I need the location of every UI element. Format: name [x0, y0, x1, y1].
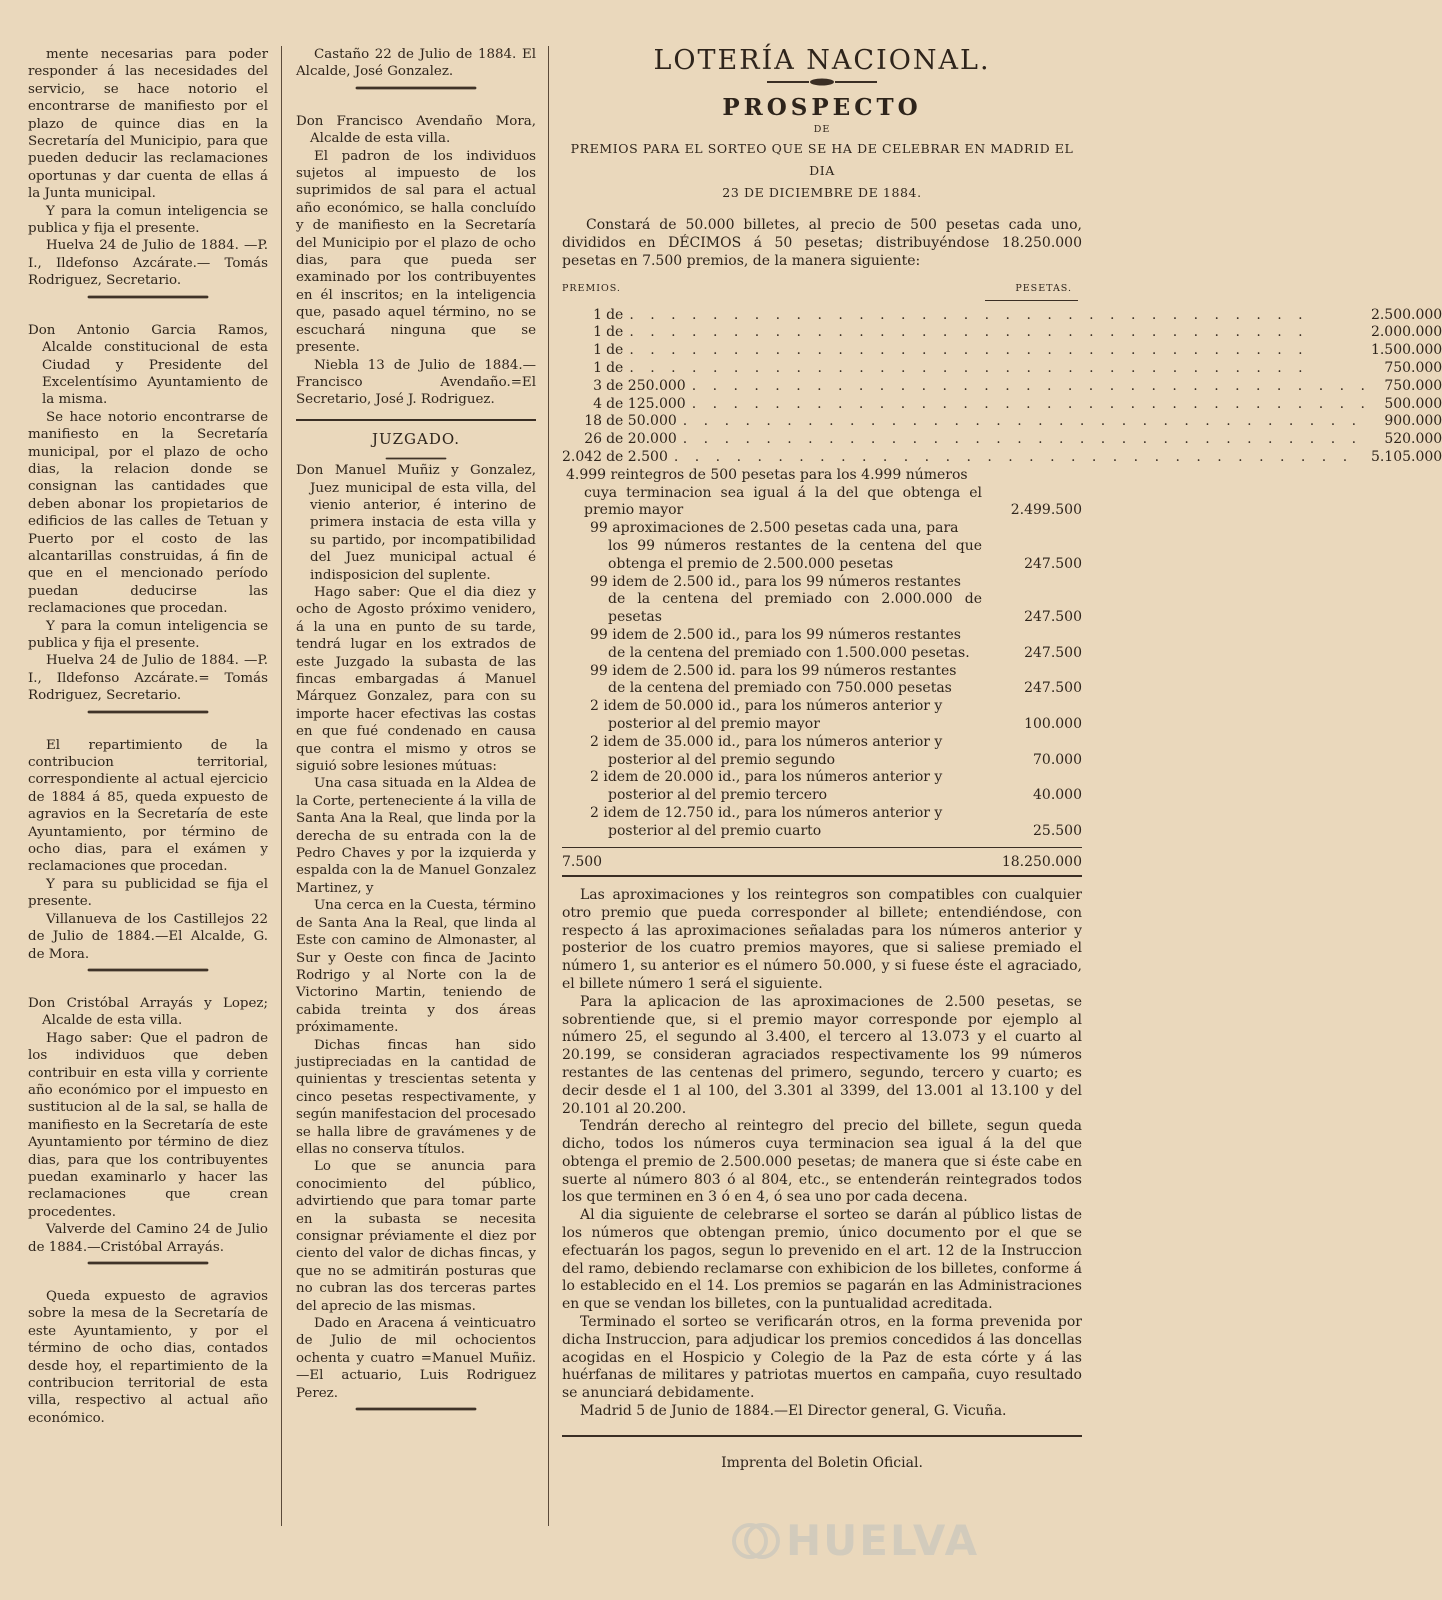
lottery-intro: Constará de 50.000 billetes, al precio de 500 pesetas cada uno, divididos en DÉCIMOS á 50 pesetas; distribuyéndose 18.250.000 pesetas en 7.500 premios, de la manera siguiente: [562, 217, 1082, 270]
prize-amount: 520.000 [1384, 431, 1442, 448]
section-divider [28, 290, 268, 304]
notice-paragraph: Castaño 22 de Julio de 1884. El Alcalde, José Gonzalez. [296, 47, 536, 80]
huelva-watermark [730, 1516, 979, 1565]
notice-paragraph: Y para la comun inteligencia se publica y fija el presente. [28, 203, 268, 237]
notice-paragraph: Huelva 24 de Julio de 1884. —P. I., Ildefonso Azcárate.= Tomás Rodriguez, Secretario. [28, 653, 268, 704]
subtitle-line-1: PREMIOS PARA EL SORTEO QUE SE HA DE CELEBRAR EN MADRID EL DIA [570, 141, 1074, 179]
notice-paragraph: Se hace notorio encontrarse de manifiesto en la Secretaría municipal, por el plazo de ocho dias, la relacion donde se consignan las cantidades que deben abonar los propietarios de edificios de las calles de Tetuan y Puerto por el costo de las alcantarillas construidas, á fin de que en el mencionado período puedan deducirse las reclamaciones que procedan. [28, 409, 268, 617]
prize-label: de [606, 324, 624, 341]
prize-row: 2.042 de 2.500 . . . . . . . . . . . . . . . . . . . . . . . . . . . . . . . . . 5.105.000 [562, 449, 1442, 465]
prize-detail-amount: 247.500 [1024, 609, 1082, 626]
prize-count: 1 [593, 324, 603, 341]
prize-detail-line: posterior al del premio segundo [608, 751, 836, 768]
prospecto-heading: PROSPECTO [722, 94, 922, 122]
prize-detail-line: 4.999 reintegros de 500 pesetas para los 4.999 números [566, 466, 968, 483]
prize-detail-line: 99 idem de 2.500 id., para los 99 números restantes [590, 573, 961, 590]
prize-detail-row [562, 627, 1082, 663]
prize-detail-line: 2 idem de 12.750 id., para los números anterior y [590, 804, 943, 821]
subtitle-line-2: 23 DE DICIEMBRE DE 1884. [722, 185, 922, 201]
lottery-note: Al dia siguiente de celebrarse el sorteo se darán al público listas de los números que obtengan premio, único documento por el que se efectuarán los pagos, segun lo prevenido en el art. 12 de la Instruccion del ramo, debiendo reclamarse con exhibicion de los billetes, conforme á lo establecido en el 14. Los premios se pagarán en las Administraciones en que se vendan los billetes, con la puntualidad acreditada. [562, 1207, 1082, 1313]
lottery-note: Tendrán derecho al reintegro del precio del billete, segun queda dicho, todos los números cuya terminacion sea igual á la del que obtenga el premio de 2.500.000 pesetas; de manera que si éste cabe en suerte al número 803 ó al 804, etc., se entenderán reintegrados todos los que terminen en 3 ó en 4, ó sea uno por cada decena. [562, 1118, 1082, 1206]
lottery-title: LOTERÍA NACIONAL. [653, 45, 991, 76]
notice-heading: Don Antonio Garcia Ramos, Alcalde constitucional de esta Ciudad y Presidente del Excelentísimo Ayuntamiento de la misma. [28, 322, 268, 408]
prize-row: 1 de . . . . . . . . . . . . . . . . . . . . . . . . . . . . . . . . . 2.500.000 [562, 307, 1442, 325]
prize-detail-line: 2 idem de 20.000 id., para los números anterior y [590, 769, 943, 786]
prize-detail-amount: 2.499.500 [1010, 502, 1082, 519]
notice-paragraph: Hago saber: Que el padron de los individuos que deben contribuir en esta villa y corriente año económico por el impuesto en sustitucion al de la sal, se halla de manifiesto en la Secretaría de este Ayuntamiento por término de diez dias, para que los contribuyentes puedan examinarlo y hacer las reclamaciones que crean procedentes. [28, 1030, 268, 1220]
total-amount: 18.250.000 [1001, 853, 1082, 870]
prize-detail-amount: 70.000 [1033, 751, 1082, 768]
notice-paragraph: Y para la comun inteligencia se publica y fija el presente. [28, 618, 268, 651]
lottery-note: Las aproximaciones y los reintegros son compatibles con cualquier otro premio que pueda corresponder al billete; entendiéndose, con respecto á las aproximaciones señaladas para los números anterior y posterior de los cuatro premios mayores, que si saliese premiado el número 1, su anterior es el número 50.000, y si fuese éste el agraciado, el billete número 1 será el siguiente. [562, 886, 1082, 992]
prize-table [562, 307, 1442, 467]
lottery-notes [562, 887, 1082, 1421]
prize-detail-line: de la centena del premiado con 2.000.000 de pesetas [608, 591, 982, 626]
prize-amount: 1.500.000 [1370, 342, 1442, 359]
prize-count: 1 [593, 360, 603, 377]
prize-amount: 500.000 [1384, 395, 1442, 412]
prize-detail-row [562, 467, 1082, 520]
prize-count: 1 [593, 306, 603, 323]
watermark-logo-icon [730, 1521, 780, 1561]
watermark-text: HUELVA [786, 1516, 980, 1565]
notice-paragraph: El padron de los individuos sujetos al impuesto de los suprimidos de sal para el actual año económico, se halla concluído y de manifiesto en la Secretaría del Municipio por el plazo de ocho dias, para que pueda ser examinado por los contribuyentes en él inscritos; en la inteligencia que, pasado aquel término, no se escuchará ninguna que se presente. [296, 148, 536, 356]
prize-label: de 50.000 [606, 413, 677, 430]
totals-rule [562, 875, 1082, 877]
prize-amount: 2.000.000 [1370, 324, 1442, 341]
notice-paragraph: Y para su publicidad se fija el presente. [28, 876, 268, 910]
header-premios: PREMIOS. [562, 283, 621, 295]
prize-count: 3 [593, 377, 603, 394]
notice-heading: Don Cristóbal Arrayás y Lopez; Alcalde de esta villa. [28, 995, 268, 1029]
prize-amount: 750.000 [1384, 360, 1442, 377]
prize-row: 3 de 250.000 . . . . . . . . . . . . . . . . . . . . . . . . . . . . . . . . . 750.000 [562, 378, 1442, 396]
notice-heading: Don Manuel Muñiz y Gonzalez, Juez municipal de esta villa, del vienio anterior, é interino de primera instacia de esta villa y su partido, por incompatibilidad del Juez municipal actual é indisposicion del suplente. [296, 463, 536, 583]
prize-detail-row [562, 663, 1082, 699]
prize-detail-line: 2 idem de 35.000 id., para los números anterior y [590, 733, 943, 750]
prize-label: de [606, 342, 624, 359]
prize-detail-line: 99 idem de 2.500 id., para los 99 números restantes [590, 626, 961, 643]
section-rule [296, 419, 536, 421]
prize-detail-row [562, 805, 1082, 841]
notice-paragraph: El repartimiento de la contribucion territorial, correspondiente al actual ejercicio de 1884 á 85, queda expuesto de agravios en la Secretaría de este Ayuntamiento, por término de ocho dias, para el exámen y reclamaciones que procedan. [28, 737, 268, 875]
prize-detail-row [562, 698, 1082, 734]
column-divider [548, 46, 549, 1526]
prize-count: 2.042 [562, 449, 603, 465]
prize-row: 1 de . . . . . . . . . . . . . . . . . . . . . . . . . . . . . . . . . 2.000.000 [562, 324, 1442, 342]
prize-detail-amount: 247.500 [1024, 555, 1082, 572]
section-divider [28, 705, 268, 719]
prize-detail-line: posterior al del premio mayor [608, 715, 820, 732]
ornament-divider [562, 75, 1082, 89]
prize-detail-row [562, 574, 1082, 627]
prize-detail-amount: 100.000 [1024, 715, 1082, 732]
prize-detail-amount: 40.000 [1033, 787, 1082, 804]
de-label: DE [813, 123, 831, 135]
prize-table-header [562, 280, 1078, 300]
prize-label: de 125.000 [606, 395, 686, 412]
prize-detail-line: posterior al del premio tercero [608, 787, 828, 804]
header-pesetas: PESETAS. [985, 280, 1078, 300]
prize-detail-line: 99 idem de 2.500 id. para los 99 números restantes [590, 662, 957, 679]
prize-label: de 250.000 [606, 377, 686, 394]
prize-label: de [606, 360, 624, 377]
column-middle [296, 46, 536, 1434]
prize-detail-row [562, 520, 1082, 573]
lottery-note: Madrid 5 de Junio de 1884.—El Director general, G. Vicuña. [580, 1403, 1007, 1420]
prize-detail-amount: 247.500 [1024, 680, 1082, 697]
section-title: JUZGADO. [371, 429, 461, 448]
prize-detail-row [562, 769, 1082, 805]
notice-paragraph: Dado en Aracena á veinticuatro de Julio de mil ochocientos ochenta y cuatro =Manuel Muñiz.—El actuario, Luis Rodriguez Perez. [296, 1316, 536, 1401]
lottery-note: Para la aplicacion de las aproximaciones de 2.500 pesetas, se sobrentiende que, si el premio mayor corresponde por ejemplo al número 25, el segundo al 3.400, el tercero al 13.073 y el cuarto al 20.199, se consideran agraciados respectivamente los 99 números restantes de las centenas del primero, segundo, tercero y cuarto; es decir desde el 1 al 100, del 3.301 al 3399, del 13.001 al 13.100 y del 20.101 al 20.200. [562, 993, 1082, 1117]
prize-detail-line: de la centena del premiado con 750.000 pesetas [608, 680, 952, 697]
prize-row: 1 de . . . . . . . . . . . . . . . . . . . . . . . . . . . . . . . . . 750.000 [562, 360, 1442, 378]
prize-detail-line: cuya terminacion sea igual á la del que obtenga el premio mayor [584, 484, 982, 519]
section-divider [296, 1402, 536, 1416]
notice-paragraph: Niebla 13 de Julio de 1884.— Francisco Avendaño.=El Secretario, José J. Rodriguez. [296, 357, 536, 408]
prize-long-rows [562, 467, 1082, 841]
notice-paragraph: Lo que se anuncia para conocimiento del público, advirtiendo que para tomar parte en la subasta se necesita consignar préviamente el diez por ciento del valor de dichas fincas, y que no se admitirán posturas que no cubran las dos terceras partes del aprecio de las mismas. [296, 1159, 536, 1314]
notice-paragraph: Dichas fincas han sido justipreciadas en la cantidad de quinientas y trescientas setenta y cinco pesetas respectivamente, y según manifestacion del procesado se halla libre de gravámenes y de ellas no conserva títulos. [296, 1037, 536, 1157]
prize-amount: 750.000 [1384, 377, 1442, 394]
notice-heading: Don Francisco Avendaño Mora, Alcalde de esta villa. [296, 113, 536, 147]
prize-count: 1 [593, 342, 603, 359]
prize-detail-amount: 25.500 [1033, 822, 1082, 839]
column-divider [281, 46, 282, 1526]
notice-paragraph: Hago saber: Que el dia diez y ocho de Agosto próximo venidero, á la una en punto de su tarde, tendrá lugar en los extrados de este Juzgado la subasta de las fincas embargadas á Manuel Márquez Gonzalez, para con su importe hacer efectivas las costas en que fué condenado en causa que contra el mismo y otros se siguió sobre lesiones mútuas: [296, 584, 536, 775]
notice-paragraph: Villanueva de los Castillejos 22 de Julio de 1884.—El Alcalde, G. de Mora. [28, 911, 268, 962]
prize-detail-line: posterior al del premio cuarto [608, 822, 822, 839]
notice-paragraph: Queda expuesto de agravios sobre la mesa de la Secretaría de este Ayuntamiento, y por el término de ocho dias, contados desde hoy, el repartimiento de la contribucion territorial de esta villa, respectivo al actual año económico. [28, 1289, 268, 1426]
prize-count: 18 [584, 413, 603, 430]
notice-paragraph: Una casa situada en la Aldea de la Corte, perteneciente á la villa de Santa Ana la Real, que linda por la derecha de su entrada con la de Pedro Chaves y por la izquierda y espalda con la de Manuel Gonzalez Martinez, y [296, 776, 536, 896]
total-count: 7.500 [562, 853, 603, 870]
section-divider [296, 81, 536, 95]
prize-label: de 20.000 [606, 431, 677, 448]
printer-credit: Imprenta del Boletin Oficial. [721, 1454, 923, 1471]
prize-detail-line: los 99 números restantes de la centena del que obtenga el premio de 2.500.000 pesetas [608, 537, 982, 572]
closing-rule [562, 1435, 1082, 1437]
prize-amount: 5.105.000 [1370, 449, 1442, 465]
notice-paragraph: Huelva 24 de Julio de 1884. —P. I., Ildefonso Azcárate.— Tomás Rodriguez, Secretario. [28, 238, 268, 289]
section-divider [28, 1256, 268, 1270]
lottery-section [562, 45, 1442, 1472]
prize-detail-row [562, 734, 1082, 770]
section-divider [28, 963, 268, 977]
lottery-note: Terminado el sorteo se verificarán otros, en la forma prevenida por dicha Instruccion, para adjudicar los premios concedidos á las doncellas acogidas en el Hospicio y Colegio de la Paz de esta córte y á las huérfanas de militares y patriotas muertos en campaña, cuyo resultado se anunciará debidamente. [562, 1314, 1082, 1402]
prize-detail-line: de la centena del premiado con 1.500.000 pesetas. [608, 644, 970, 661]
prize-row: 1 de . . . . . . . . . . . . . . . . . . . . . . . . . . . . . . . . . 1.500.000 [562, 342, 1442, 360]
column-left [28, 46, 268, 1427]
notice-paragraph: Valverde del Camino 24 de Julio de 1884.—Cristóbal Arrayás. [28, 1222, 268, 1255]
prize-row: 26 de 20.000 . . . . . . . . . . . . . . . . . . . . . . . . . . . . . . . . . 520.000 [562, 431, 1442, 449]
prize-row: 4 de 125.000 . . . . . . . . . . . . . . . . . . . . . . . . . . . . . . . . . 500.000 [562, 396, 1442, 414]
prize-detail-line: 2 idem de 50.000 id., para los números anterior y [590, 698, 943, 715]
notice-paragraph: mente necesarias para poder responder á las necesidades del servicio, se hace notorio el encontrarse de manifiesto por el plazo de quince dias en la Secretaría del Municipio, para que pueden deducir las reclamaciones oportunas y dar cuenta de ellas á la Junta municipal. [28, 47, 268, 202]
prize-count: 26 [584, 431, 603, 448]
prize-totals [562, 847, 1082, 871]
prize-detail-line: 99 aproximaciones de 2.500 pesetas cada una, para [590, 520, 959, 537]
prize-amount: 2.500.000 [1370, 306, 1442, 323]
prize-label: de [606, 306, 624, 323]
prize-amount: 900.000 [1384, 413, 1442, 430]
prize-row: 18 de 50.000 . . . . . . . . . . . . . . . . . . . . . . . . . . . . . . . . . 900.000 [562, 413, 1442, 431]
prize-detail-amount: 247.500 [1024, 644, 1082, 661]
prize-label: de 2.500 [606, 449, 668, 465]
prize-count: 4 [593, 395, 603, 412]
notice-paragraph: Una cerca en la Cuesta, término de Santa Ana la Real, que linda al Este con camino de Almonaster, al Sur y Oeste con finca de Jacinto Rodrigo y al Norte con la de Victorino Martin, teniendo de cabida treinta y dos áreas próximamente. [296, 898, 536, 1036]
